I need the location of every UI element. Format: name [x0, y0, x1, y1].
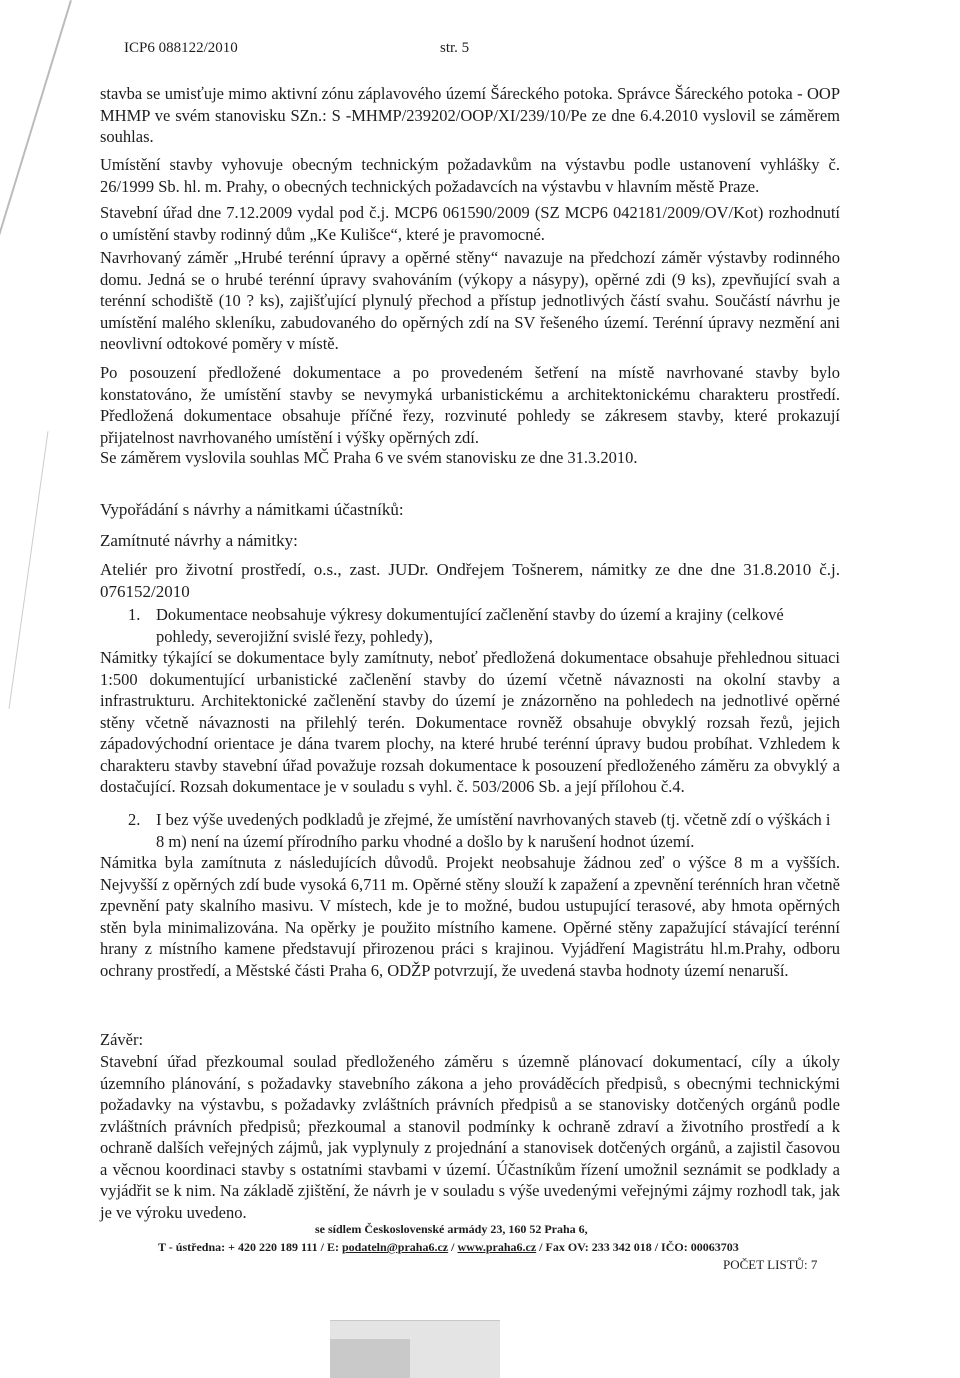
scan-artifact-line [0, 0, 72, 249]
objection-number: 1. [128, 605, 141, 624]
binder-clip-artifact [330, 1320, 500, 1378]
sheet-count: POČET LISTŮ: 7 [723, 1257, 818, 1272]
objection-item-2 [128, 809, 838, 852]
subheading-rejected: Zamítnuté návrhy a námitky: [100, 531, 298, 550]
paragraph-assessment: Po posouzení předložené dokumentace a po provedeném šetření na místě navrhované stavby bylo konstatováno, že umístění stavby se nevymyká urbanistickému a architektonickému charakteru prostředí. Předložená dokumentace obsahuje příčné řezy, rozvinuté pohledy se zákresem stavby, které prokazují přijatelnost navrhovaného umístění i výšky opěrných zdí. [100, 363, 840, 447]
footer-contact [158, 1240, 739, 1255]
objection-text: Dokumentace neobsahuje výkresy dokumentující začlenění stavby do území a krajiny (celkové pohledy, severojižní svislé řezy, pohledy), [156, 605, 784, 646]
section-heading-objections: Vypořádání s návrhy a námitkami účastníků: [100, 500, 404, 519]
footer-fax-ico: / Fax OV: 233 342 018 / IČO: 00063703 [539, 1240, 739, 1254]
footer-address: se sídlem Československé armády 23, 160 52 Praha 6, [315, 1222, 588, 1236]
paragraph-district-consent: Se záměrem vyslovila souhlas MČ Praha 6 ve svém stanovisku ze dne 31.3.2010. [100, 448, 638, 467]
page-number: str. 5 [440, 40, 470, 56]
paragraph-proposed-project: Navrhovaný záměr „Hrubé terénní úpravy a opěrné stěny“ navazuje na předchozí záměr výstavby rodinného domu. Jedná se o hrubé terénní úpravy svahováním (výkopy a násypy), opěrné zdi (9 ks), zpevňující svah a terénní schodiště (10 ? ks), zajišťující plynulý přechod a přístup jednotlivých částí svahu. Součástí návrhu je umístění malého skleníku, zabudovaného do opěrných zdí na SV řešeného území. Terénní úpravy nezmění ani neovlivní odtokové poměry v místě. [100, 248, 840, 353]
footer-web-link[interactable]: www.praha6.cz [457, 1240, 537, 1254]
scan-artifact-line [9, 431, 49, 708]
paragraph-previous-decision: Stavební úřad dne 7.12.2009 vydal pod č.j. MCP6 061590/2009 (SZ MCP6 042181/2009/OV/Kot) rozhodnutí o umístění stavby rodinný dům „Ke Kulišce“, které je pravomocné. [100, 203, 840, 244]
footer-phone: T - ústředna: + 420 220 189 111 / E: [158, 1240, 339, 1254]
document-reference: ICP6 088122/2010 [124, 40, 238, 56]
footer-email-link[interactable]: podateln@praha6.cz [341, 1240, 449, 1254]
binder-slot [330, 1339, 410, 1378]
footer-separator: / [451, 1240, 455, 1254]
objection-text: I bez výše uvedených podkladů je zřejmé, že umístění navrhovaných staveb (tj. včetně zdí o výškách i 8 m) není na území přírodního parku vhodné a došlo by k narušení hodnot území. [156, 810, 831, 851]
response-objection-1: Námitky týkající se dokumentace byly zamítnuty, neboť předložená dokumentace obsahuje přehlednou situaci 1:500 dokumentující urbanistické začlenění stavby do území včetně návaznosti na okolní stavby a infrastrukturu. Architektonické začlenění stavby do území je znázorněno na pohledech na jednotlivé opěrné stěny včetně návaznosti na přilehlý terén. Dokumentace rovněž obsahuje obvyklý rozsah řezů, jejich západovýchodní orientace je dána tvarem plochy, na které hrubé terénní úpravy budou probíhat. Vzhledem k charakteru stavby stavební úřad považuje rozsah dokumentace k posouzení předloženého záměru za obvyklý a dostačující. Rozsah dokumentace je v souladu s vyhl. č. 503/2006 Sb. a její přílohou č.4. [100, 648, 840, 796]
response-objection-2: Námitka byla zamítnuta z následujících důvodů. Projekt neobsahuje žádnou zeď o výšce 8 m a vyšších. Nejvyšší z opěrných zdí bude vysoká 6,711 m. Opěrné stěny slouží k zapažení a zpevnění terénních hran včetně zpevnění paty skalního masivu. V místech, kde je to možné, budou ustupující terasové, aby hmota opěrných stěn byla minimalizována. Na opěrky je použito místního kamene. Opěrné stěny zapažující stávající terénní hrany z místního kamene představují přirozenou práci s krajinou. Vyjádření Magistrátu hl.m.Prahy, odboru ochrany prostředí, a Městské části Praha 6, ODŽP potvrzují, že uvedená stavba hodnoty území nenaruší. [100, 853, 840, 980]
paragraph-flood-zone: stavba se umisťuje mimo aktivní zónu záplavového území Šáreckého potoka. Správce Šáreckého potoka - OOP MHMP ve svém stanovisku SZn.: S -MHMP/239202/OOP/XI/239/10/Pe ze dne 6.4.2010 vyslovil se záměrem souhlas. [100, 84, 840, 146]
objecting-party: Ateliér pro životní prostředí, o.s., zast. JUDr. Ondřejem Tošnerem, námitky ze dne dne 31.8.2010 č.j. 076152/2010 [100, 560, 840, 601]
objection-number: 2. [128, 810, 141, 829]
paragraph-technical-requirements: Umístění stavby vyhovuje obecným technickým požadavkům na výstavbu podle ustanovení vyhlášky č. 26/1999 Sb. hl. m. Prahy, o obecných technických požadavcích na výstavbu v hlavním městě Praze. [100, 155, 840, 196]
objection-item-1 [128, 604, 838, 647]
conclusion-text: Stavební úřad přezkoumal soulad předloženého záměru s územně plánovací dokumentací, cíly a úkoly územního plánování, s požadavky stavebního zákona a jeho prováděcích předpisů, s obecnými technickými požadavky na výstavbu, s požadavky zvláštních právních předpisů a se stanovisky dotčených orgánů podle zvláštních právních předpisů; přezkoumal a stanovil podmínky k ochraně zdraví a životního prostředí a k ochraně dalších veřejných zájmů, jak vyplynuly z projednání a stanovisek dotčených orgánů, a zajistil časovou a věcnou koordinaci stavby s ostatními stavbami v území. Účastníkům řízení umožnil seznámit se podklady a vyjádřit se k nim. Na základě zjištění, že návrh je v souladu s výše uvedenými veřejnými zájmy rozhodl tak, jak je ve výroku uvedeno. [100, 1052, 840, 1222]
conclusion-heading: Závěr: [100, 1030, 144, 1049]
